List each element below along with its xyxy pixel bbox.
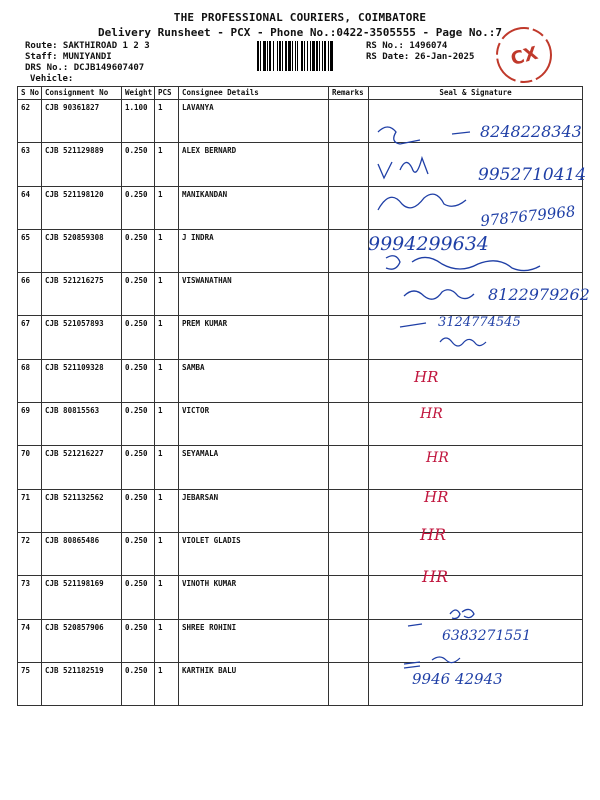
cell-weight: 0.250 — [122, 662, 155, 705]
cell-signature — [369, 576, 583, 619]
cell-weight: 0.250 — [122, 532, 155, 575]
cell-weight: 0.250 — [122, 576, 155, 619]
cell-sno: 75 — [18, 662, 42, 705]
cell-consignee: MANIKANDAN — [179, 186, 329, 229]
cell-signature — [369, 143, 583, 186]
barcode-bar — [319, 41, 320, 71]
cell-remarks — [329, 489, 369, 532]
barcode-bar — [324, 41, 326, 71]
table-row — [18, 229, 583, 272]
stamp-text: CX — [508, 42, 541, 71]
cell-remarks — [329, 662, 369, 705]
phone-62: 8248228343 — [480, 122, 582, 141]
cell-consignee: SEYAMALA — [179, 446, 329, 489]
cell-sno: 70 — [18, 446, 42, 489]
cx-stamp — [493, 24, 555, 86]
barcode-bar — [288, 41, 291, 71]
cell-signature — [369, 273, 583, 316]
col-header-consignment: Consignment No — [42, 87, 122, 100]
barcode-bar — [295, 41, 296, 71]
cell-signature — [369, 662, 583, 705]
cell-pcs: 1 — [155, 186, 179, 229]
cell-weight: 1.100 — [122, 100, 155, 143]
cell-consignee: VICTOR — [179, 403, 329, 446]
cell-signature — [369, 619, 583, 662]
route-line: Route: SAKTHIROAD 1 2 3 — [25, 41, 150, 51]
cell-remarks — [329, 316, 369, 359]
table-row — [18, 316, 583, 359]
cell-consignee: LAVANYA — [179, 100, 329, 143]
cell-consignment: CJB 521198169 — [42, 576, 122, 619]
cell-pcs: 1 — [155, 532, 179, 575]
col-header-weight: Weight — [122, 87, 155, 100]
cell-weight: 0.250 — [122, 316, 155, 359]
cell-weight: 0.250 — [122, 403, 155, 446]
cell-pcs: 1 — [155, 662, 179, 705]
cell-sno: 63 — [18, 143, 42, 186]
barcode-bar — [304, 41, 305, 71]
cell-sno: 64 — [18, 186, 42, 229]
barcode-bar — [273, 41, 274, 71]
cell-weight: 0.250 — [122, 186, 155, 229]
cell-consignee: PREM KUMAR — [179, 316, 329, 359]
rs-date: RS Date: 26-Jan-2025 — [366, 52, 475, 62]
cell-pcs: 1 — [155, 489, 179, 532]
initials-71: HR — [424, 488, 449, 506]
runsheet-title: Delivery Runsheet - PCX - Phone No.:0422-3505555 - Page No.:7 — [98, 26, 502, 39]
cell-consignment: CJB 80865486 — [42, 532, 122, 575]
cell-sno: 66 — [18, 273, 42, 316]
cell-pcs: 1 — [155, 446, 179, 489]
col-header-signature: Seal & Signature — [369, 87, 583, 100]
cell-consignee: VISWANATHAN — [179, 273, 329, 316]
vehicle-line: Vehicle: — [30, 74, 74, 84]
barcode-bar — [297, 41, 298, 71]
table-row — [18, 403, 583, 446]
cell-consignee: SAMBA — [179, 359, 329, 402]
initials-72: HR — [420, 525, 446, 544]
table-row — [18, 662, 583, 705]
company-title: THE PROFESSIONAL COURIERS, COIMBATORE — [173, 11, 427, 24]
cell-sno: 69 — [18, 403, 42, 446]
barcode-bar — [285, 41, 287, 71]
cell-remarks — [329, 100, 369, 143]
barcode-bar — [260, 41, 261, 71]
phone-65: 9994299634 — [368, 233, 489, 255]
cell-signature — [369, 532, 583, 575]
cell-consignment: CJB 521216227 — [42, 446, 122, 489]
col-header-remarks: Remarks — [329, 87, 369, 100]
table-row — [18, 489, 583, 532]
cell-remarks — [329, 446, 369, 489]
cell-signature — [369, 100, 583, 143]
table-header-row — [18, 87, 583, 100]
barcode-bar — [269, 41, 271, 71]
barcode-bar — [282, 41, 283, 71]
cell-sno: 74 — [18, 619, 42, 662]
cell-signature — [369, 316, 583, 359]
staff-line: Staff: MUNIYANDI — [25, 52, 112, 62]
cell-consignment: CJB 521057893 — [42, 316, 122, 359]
cell-sno: 73 — [18, 576, 42, 619]
cell-remarks — [329, 403, 369, 446]
barcode-bar — [328, 41, 329, 71]
cell-remarks — [329, 359, 369, 402]
cell-remarks — [329, 532, 369, 575]
cell-weight: 0.250 — [122, 143, 155, 186]
cell-signature — [369, 359, 583, 402]
drs-line: DRS No.: DCJB149607407 — [25, 63, 145, 73]
cell-signature — [369, 229, 583, 272]
cell-consignment: CJB 521132562 — [42, 489, 122, 532]
barcode-bar — [312, 41, 315, 71]
table-row — [18, 619, 583, 662]
table-row — [18, 359, 583, 402]
cell-signature — [369, 403, 583, 446]
cell-consignment: CJB 521182519 — [42, 662, 122, 705]
barcode-bar — [257, 41, 259, 71]
cell-pcs: 1 — [155, 316, 179, 359]
col-header-consignee: Consignee Details — [179, 87, 329, 100]
cell-weight: 0.250 — [122, 359, 155, 402]
cell-remarks — [329, 576, 369, 619]
cell-remarks — [329, 186, 369, 229]
phone-66: 8122979262 — [488, 285, 590, 304]
barcode-bar — [307, 41, 308, 71]
phone-64: 9787679968 — [479, 202, 577, 231]
barcode — [257, 41, 359, 71]
barcode-bar — [330, 41, 333, 71]
cell-sno: 72 — [18, 532, 42, 575]
cell-weight: 0.250 — [122, 229, 155, 272]
table-row — [18, 532, 583, 575]
barcode-bar — [279, 41, 281, 71]
runsheet-table — [17, 86, 583, 706]
cell-sno: 62 — [18, 100, 42, 143]
initials-68: HR — [414, 368, 439, 386]
col-header-pcs: PCS — [155, 87, 179, 100]
phone-63: 9952710414 — [478, 165, 587, 185]
cell-weight: 0.250 — [122, 619, 155, 662]
cell-remarks — [329, 273, 369, 316]
cell-pcs: 1 — [155, 403, 179, 446]
cell-remarks — [329, 143, 369, 186]
cell-pcs: 1 — [155, 229, 179, 272]
cell-consignee: VIOLET GLADIS — [179, 532, 329, 575]
table-row — [18, 100, 583, 143]
barcode-bar — [322, 41, 323, 71]
cell-remarks — [329, 619, 369, 662]
cell-consignment: CJB 521216275 — [42, 273, 122, 316]
cell-consignment: CJB 520857906 — [42, 619, 122, 662]
initials-70: HR — [426, 450, 449, 466]
cell-sno: 67 — [18, 316, 42, 359]
barcode-bar — [316, 41, 318, 71]
barcode-bar — [301, 41, 303, 71]
cell-consignee: JEBARSAN — [179, 489, 329, 532]
table-row — [18, 273, 583, 316]
barcode-bar — [277, 41, 278, 71]
phone-74: 6383271551 — [442, 628, 532, 644]
cell-consignment: CJB 520859308 — [42, 229, 122, 272]
cell-signature — [369, 186, 583, 229]
cell-consignment: CJB 521109328 — [42, 359, 122, 402]
cell-consignment: CJB 80815563 — [42, 403, 122, 446]
cell-consignee: J INDRA — [179, 229, 329, 272]
cell-consignment: CJB 90361827 — [42, 100, 122, 143]
cell-weight: 0.250 — [122, 489, 155, 532]
cell-weight: 0.250 — [122, 273, 155, 316]
phone-75: 9946 42943 — [412, 670, 503, 688]
cell-pcs: 1 — [155, 619, 179, 662]
cell-consignee: SHREE ROHINI — [179, 619, 329, 662]
phone-67: 3124774545 — [438, 315, 521, 330]
cell-remarks — [329, 229, 369, 272]
cell-sno: 68 — [18, 359, 42, 402]
cell-weight: 0.250 — [122, 446, 155, 489]
initials-73: HR — [422, 567, 448, 586]
table-row — [18, 446, 583, 489]
table-row — [18, 143, 583, 186]
cell-pcs: 1 — [155, 100, 179, 143]
barcode-bar — [310, 41, 311, 71]
barcode-bar — [263, 41, 266, 71]
cell-consignment: CJB 521198120 — [42, 186, 122, 229]
cell-consignee: ALEX BERNARD — [179, 143, 329, 186]
table-row — [18, 186, 583, 229]
cell-signature — [369, 489, 583, 532]
initials-69: HR — [420, 406, 443, 422]
cell-signature — [369, 446, 583, 489]
cell-consignee: KARTHIK BALU — [179, 662, 329, 705]
cell-pcs: 1 — [155, 143, 179, 186]
barcode-bar — [292, 41, 293, 71]
cell-consignee: VINOTH KUMAR — [179, 576, 329, 619]
cell-sno: 65 — [18, 229, 42, 272]
table-row — [18, 576, 583, 619]
rs-number: RS No.: 1496074 — [366, 41, 448, 51]
cell-pcs: 1 — [155, 359, 179, 402]
barcode-bar — [267, 41, 268, 71]
cell-pcs: 1 — [155, 576, 179, 619]
cell-sno: 71 — [18, 489, 42, 532]
cell-consignment: CJB 521129889 — [42, 143, 122, 186]
col-header-sno: S No — [18, 87, 42, 100]
cell-pcs: 1 — [155, 273, 179, 316]
